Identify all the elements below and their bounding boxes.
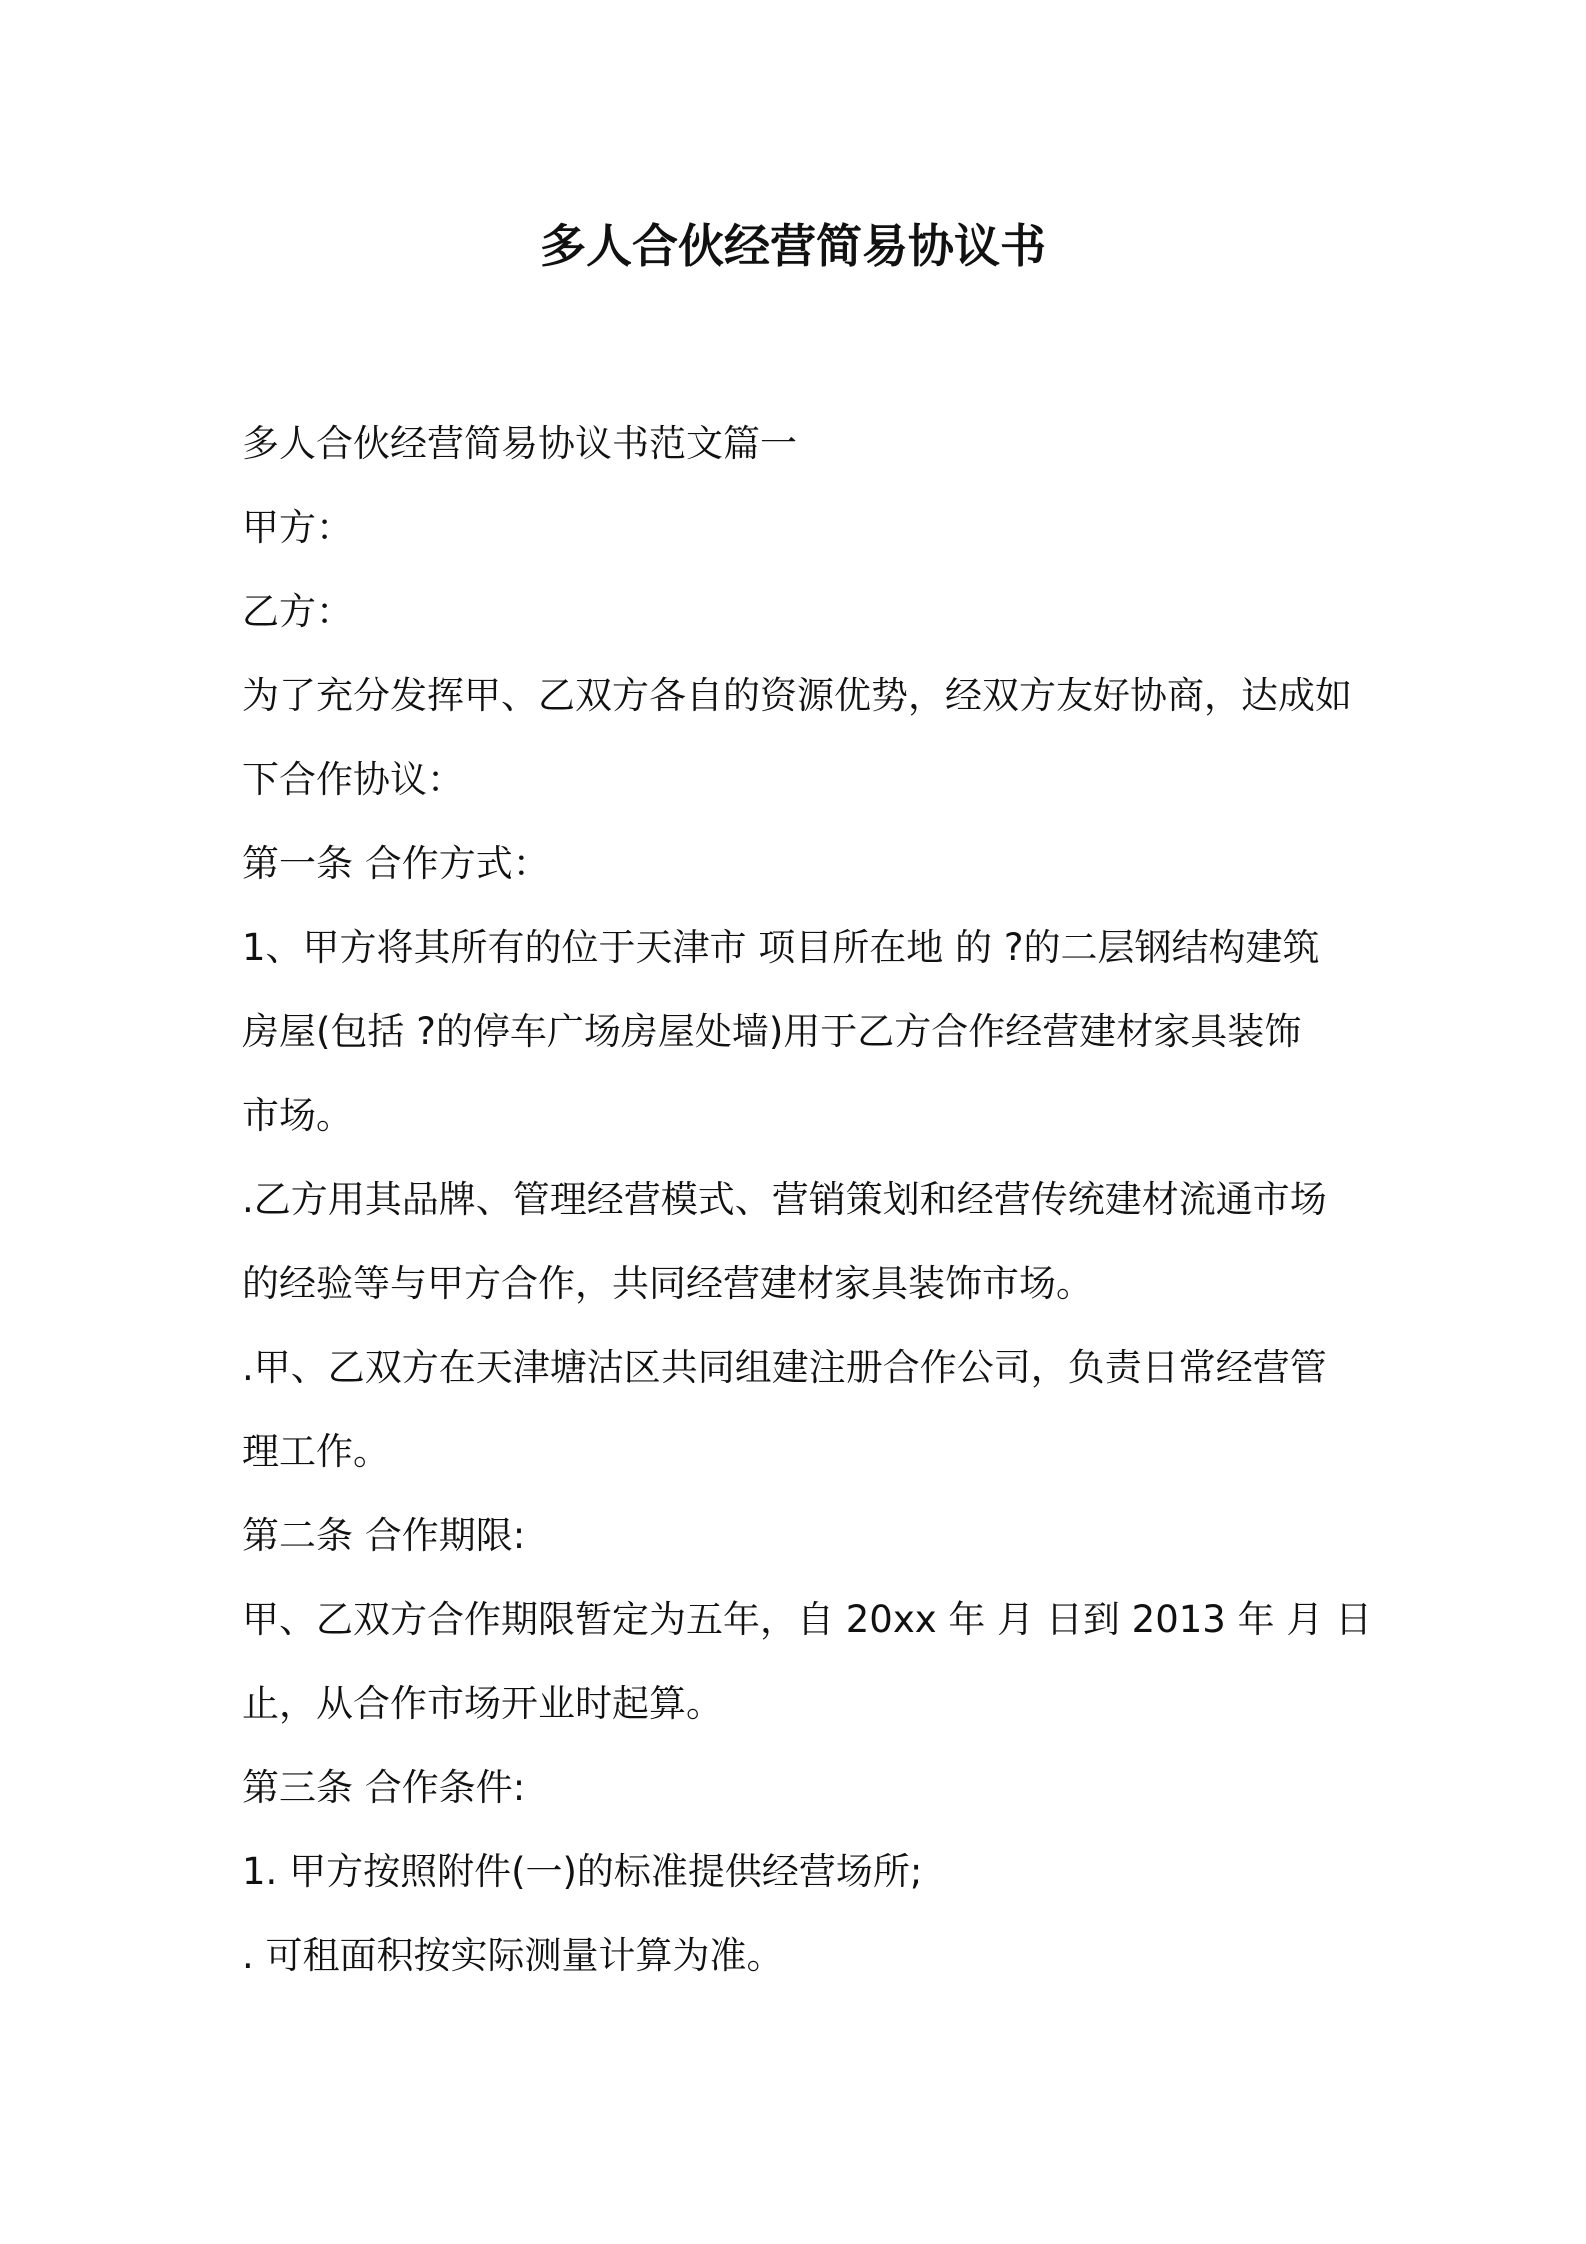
subtitle-line: 多人合伙经营简易协议书范文篇一	[242, 422, 797, 465]
clause-line: 房屋(包括 ?的停车广场房屋处墙)用于乙方合作经营建材家具装饰	[242, 1010, 1302, 1053]
clause-line: 甲、乙双方合作期限暂定为五年，自 20xx 年 月 日到 2013 年 月 日	[242, 1598, 1373, 1641]
article-heading: 第三条 合作条件:	[242, 1766, 526, 1809]
party-b-line: 乙方：	[242, 590, 353, 633]
clause-line: 的经验等与甲方合作，共同经营建材家具装饰市场。	[242, 1262, 1093, 1305]
party-a-line: 甲方：	[242, 506, 353, 549]
intro-line: 为了充分发挥甲、乙双方各自的资源优势，经双方友好协商，达成如	[242, 674, 1352, 717]
document-body	[242, 402, 1372, 1998]
article-heading: 第二条 合作期限:	[242, 1514, 526, 1557]
clause-line: 1、甲方将其所有的位于天津市 项目所在地 的 ?的二层钢结构建筑	[242, 926, 1320, 969]
clause-line: 理工作。	[242, 1430, 390, 1473]
clause-line: 1. 甲方按照附件(一)的标准提供经营场所;	[242, 1850, 923, 1893]
article-heading: 第一条 合作方式：	[242, 842, 550, 885]
clause-line: 市场。	[242, 1094, 353, 1137]
clause-line: . 可租面积按实际测量计算为准。	[242, 1934, 784, 1977]
clause-line: .乙方用其品牌、管理经营模式、营销策划和经营传统建材流通市场	[242, 1178, 1327, 1221]
document-title: 多人合伙经营简易协议书	[540, 219, 1046, 273]
clause-line: 止，从合作市场开业时起算。	[242, 1682, 723, 1725]
clause-line: .甲、乙双方在天津塘沽区共同组建注册合作公司，负责日常经营管	[242, 1346, 1327, 1389]
intro-line: 下合作协议：	[242, 758, 464, 801]
